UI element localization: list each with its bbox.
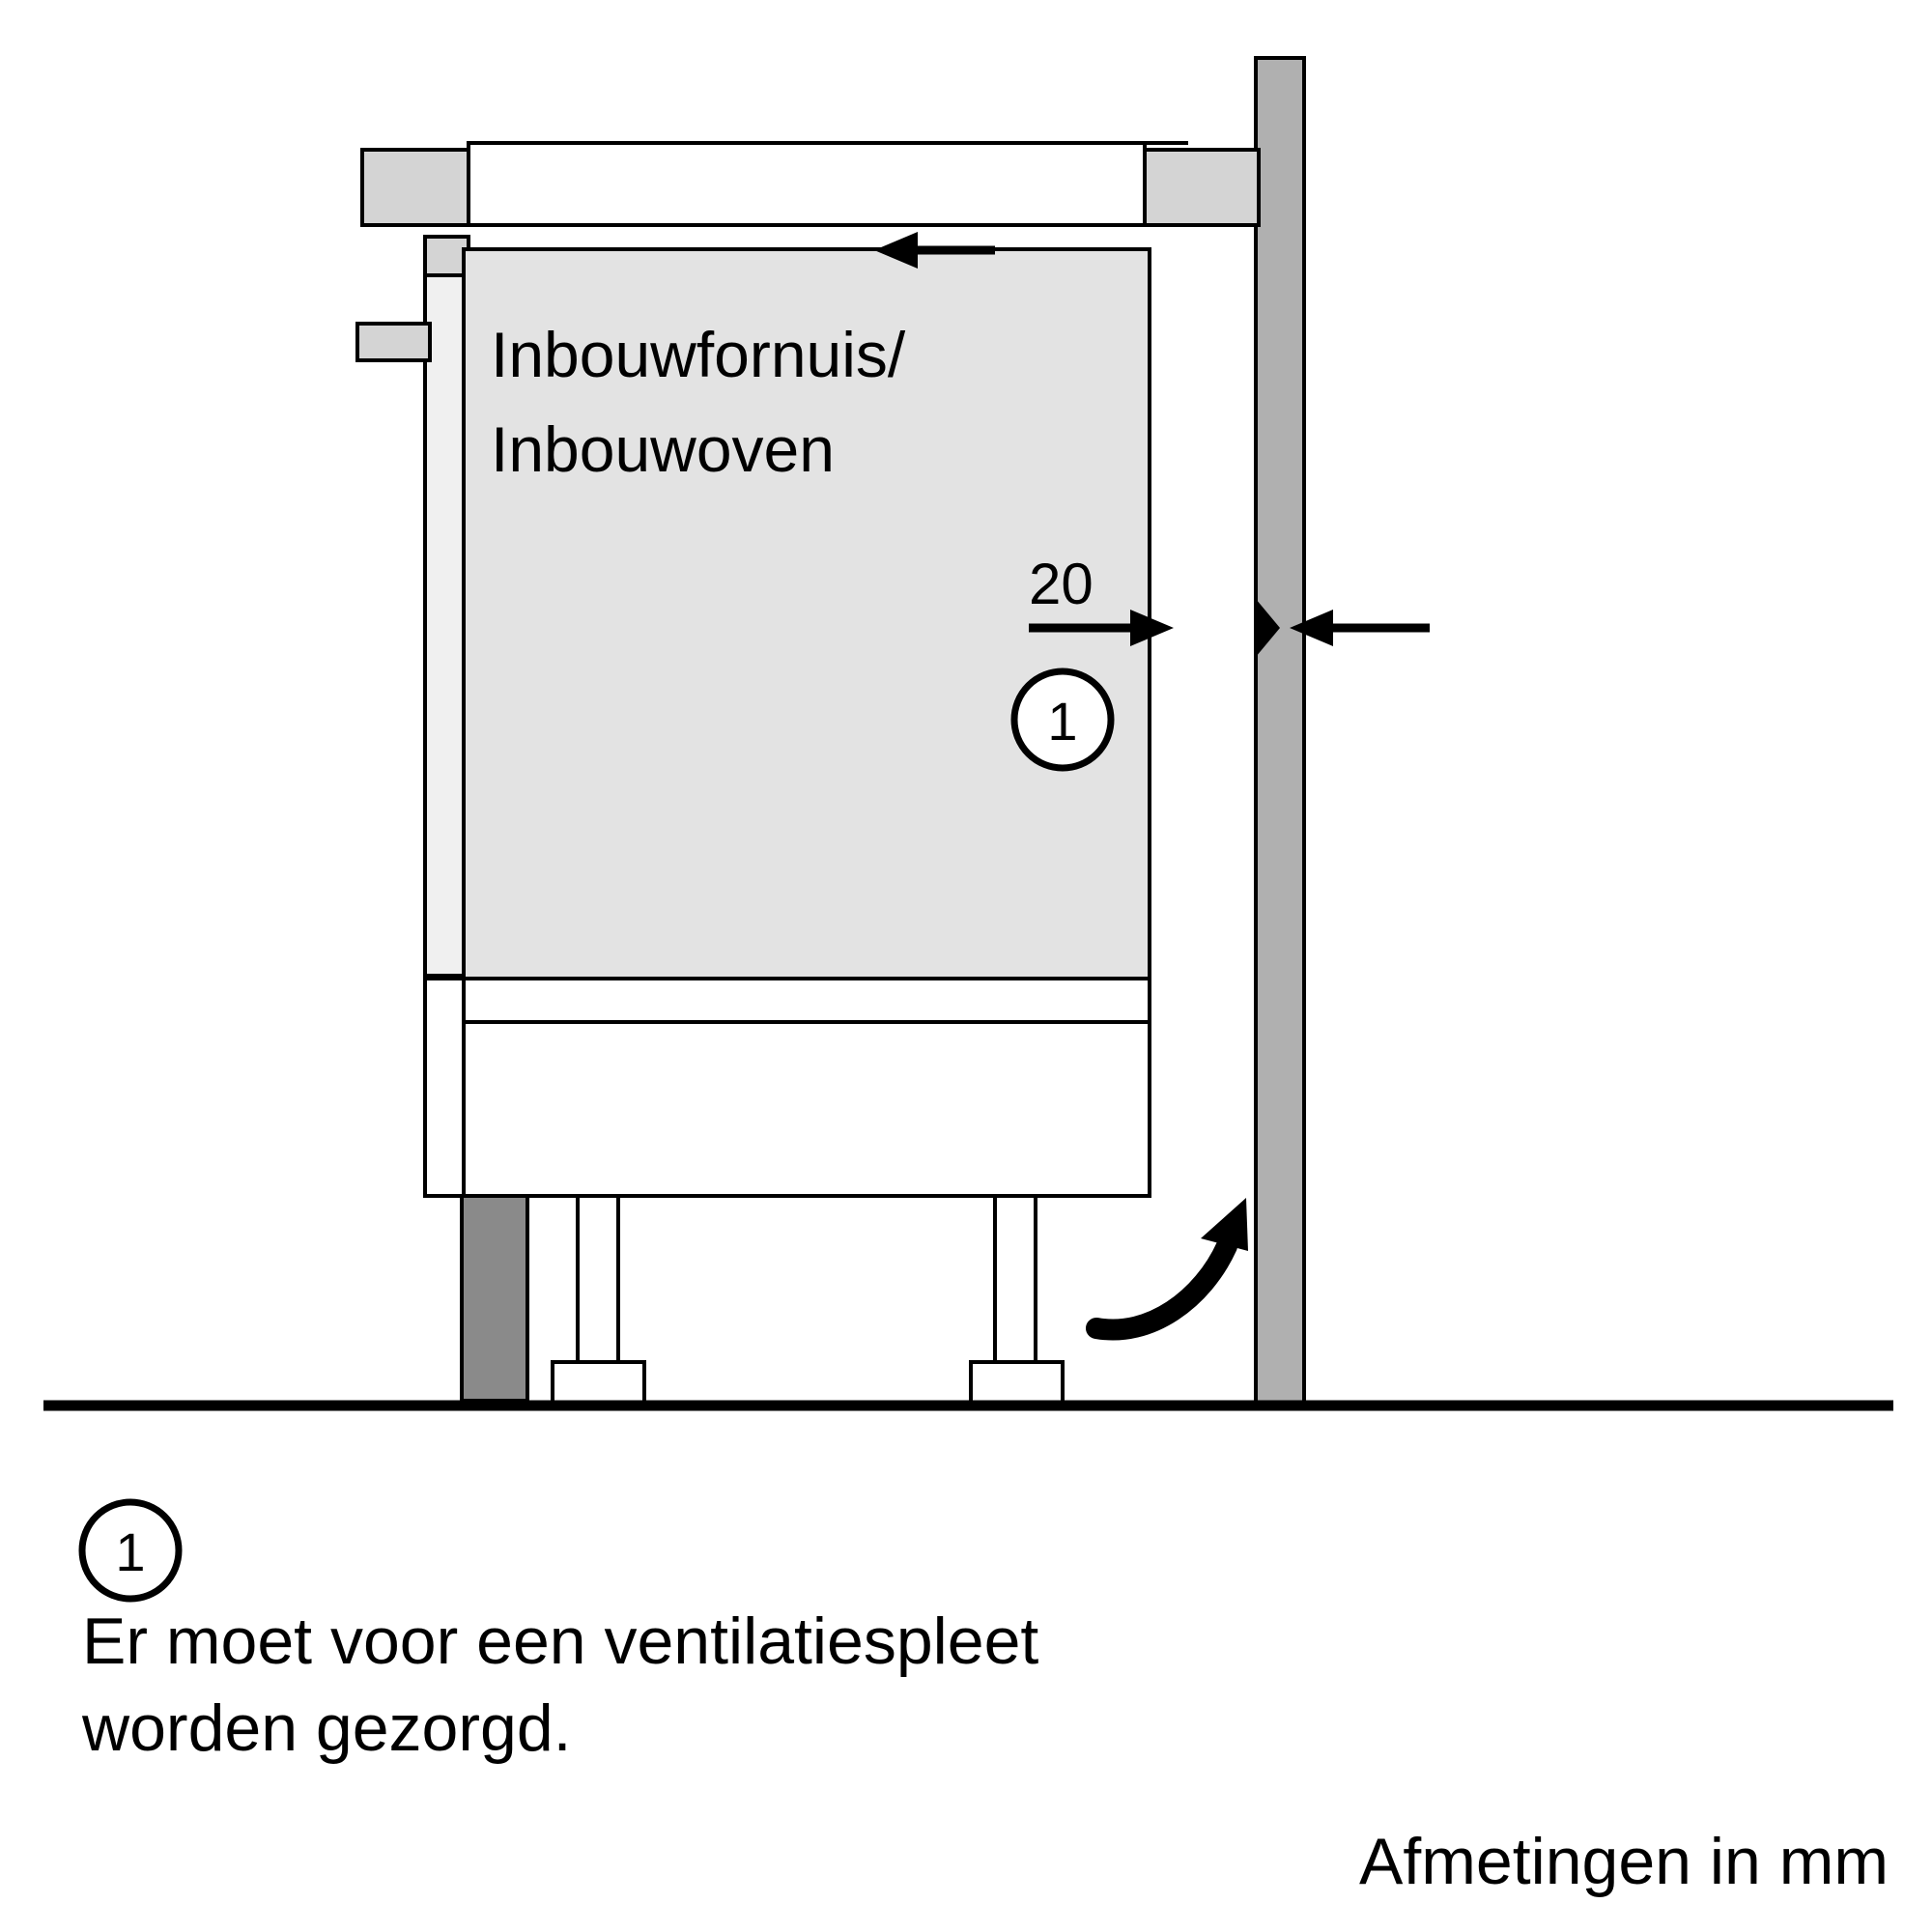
wall-panel xyxy=(1256,58,1304,1406)
cabinet-leg-2-post xyxy=(995,1196,1036,1362)
footnote-marker: 1 xyxy=(115,1521,146,1582)
wall-bracket-left xyxy=(357,324,430,360)
cabinet-leg-2-foot xyxy=(971,1362,1063,1406)
appliance-label-line2: Inbouwoven xyxy=(491,413,835,485)
curved-arrow-icon xyxy=(1096,1198,1248,1330)
appliance-label-line1: Inbouwfornuis/ xyxy=(491,319,906,390)
base-cabinet-upper-rail xyxy=(464,979,1150,1022)
base-cabinet-side-panel xyxy=(425,979,464,1196)
worktop-right-cap xyxy=(1145,150,1259,225)
callout-number-diagram: 1 xyxy=(1047,691,1078,752)
circled-number-icon-diagram xyxy=(1014,671,1111,768)
cabinet-leg-1-foot xyxy=(553,1362,644,1406)
worktop-left-cap xyxy=(362,150,469,225)
units-label: Afmetingen in mm xyxy=(1359,1825,1889,1898)
footnote-line1: Er moet voor een ventilatiespleet xyxy=(82,1605,1039,1678)
worktop-slab xyxy=(469,143,1145,225)
cabinet-leg-1-post xyxy=(578,1196,618,1362)
footnote-line2: worden gezorgd. xyxy=(82,1691,572,1765)
plinth-block xyxy=(462,1196,527,1401)
dimension-value-20: 20 xyxy=(1029,552,1094,616)
footnote-block xyxy=(81,1502,1038,1765)
base-cabinet-front xyxy=(464,1022,1150,1196)
